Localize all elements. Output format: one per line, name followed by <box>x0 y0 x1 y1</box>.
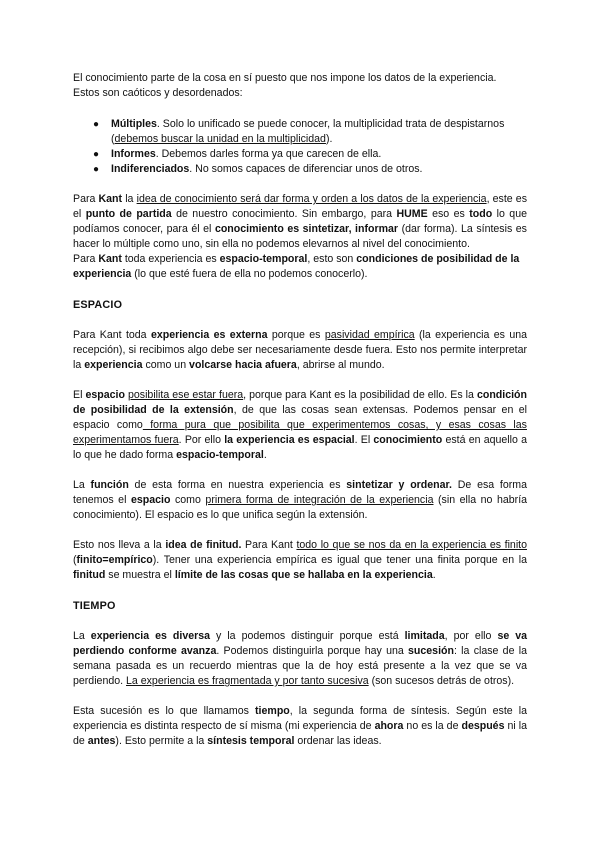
bold-text: espacio-temporal <box>219 253 308 265</box>
underlined-text: forma pura que posibilita que experimentemos cosas, y esas cosas las experimentamos fuera <box>73 419 527 446</box>
list-text: ). <box>325 133 333 145</box>
bold-text: experiencia <box>84 359 143 371</box>
paragraph-experiencia-externa <box>73 328 527 373</box>
text-run: , por ello <box>444 630 498 642</box>
text-run: . <box>432 569 436 581</box>
text-run: . <box>263 449 267 461</box>
bold-text: limitada <box>404 630 445 642</box>
text-run: , de que las cosas sean extensas. Podemos pensar en el espacio como <box>73 404 528 431</box>
intro-line-1: El conocimiento parte de la cosa en sí puesto que nos impone los datos de la experiencia. <box>73 72 497 84</box>
bold-text: todo <box>469 208 493 220</box>
paragraph-espacio-temporal <box>73 252 527 282</box>
text-run: eso es <box>427 208 470 220</box>
bold-text: se va perdiendo conforme avanza <box>73 630 528 657</box>
bullet-icon: ● <box>93 164 100 175</box>
text-run: como un <box>142 359 190 371</box>
text-run: no es la de <box>403 720 462 732</box>
text-run: lo que podíamos conocer, para él el <box>73 208 527 235</box>
paragraph-experiencia-diversa <box>73 629 527 689</box>
text-run: . Podemos distinguirla porque hay una <box>216 645 409 657</box>
text-run: ). Esto permite a la <box>115 735 208 747</box>
text-run: Para <box>73 253 99 265</box>
underlined-text: pasividad empírica <box>324 329 415 341</box>
heading-tiempo: TIEMPO <box>73 600 116 612</box>
text-run: , este es el <box>73 193 527 220</box>
text-run: La <box>73 630 91 642</box>
underlined-text: idea de conocimiento será dar forma y orden a los datos de la experiencia <box>136 193 487 205</box>
bold-text: después <box>461 720 505 732</box>
bold-text: Múltiples <box>111 118 157 130</box>
bullet-icon: ● <box>93 149 100 160</box>
bold-text: espacio-temporal <box>176 449 264 461</box>
document-body <box>73 71 527 749</box>
text-run: De esa forma tenemos el <box>73 479 527 506</box>
list-item <box>93 117 527 147</box>
list-item <box>93 162 527 177</box>
text-run: Para <box>73 193 99 205</box>
paragraph-sucesion-tiempo <box>73 704 527 749</box>
text-run: , esto son <box>307 253 357 265</box>
bold-text: sintetizar y ordenar. <box>346 479 452 491</box>
bold-text: finito=empírico <box>76 554 153 566</box>
text-run: ). Tener una experiencia empírica es igual que tener una finita porque en la <box>152 554 527 566</box>
text-run: (son sucesos detrás de otros). <box>368 675 515 687</box>
text-run: Esto nos lleva a la <box>73 539 166 551</box>
underlined-text: primera forma de integración de la experiencia <box>205 494 434 506</box>
bold-text: tiempo <box>255 705 290 717</box>
bold-text: condiciones de posibilidad de la experiencia <box>73 253 520 280</box>
text-run: , la segunda forma de síntesis. Según este la experiencia es distinta respecto de sí misma (mi experiencia de <box>73 705 527 732</box>
characteristics-list <box>73 117 527 177</box>
text-run: porque es <box>267 329 325 341</box>
text-run: ni la de <box>73 720 527 747</box>
intro-line-2: Estos son caóticos y desordenados: <box>73 87 243 99</box>
bold-text: idea de finitud. <box>165 539 242 551</box>
list-text: . Solo lo unificado se puede conocer, la multiplicidad trata de despistarnos ( <box>111 118 505 145</box>
bold-text: experiencia es externa <box>150 329 268 341</box>
text-run: ordenar las ideas. <box>294 735 382 747</box>
text-run: . Por ello <box>178 434 225 446</box>
paragraph-funcion <box>73 478 527 523</box>
bullet-icon: ● <box>93 119 100 130</box>
bold-text: Kant <box>98 193 123 205</box>
text-run: toda experiencia es <box>121 253 220 265</box>
text-run: , porque para Kant es la posibilidad de ello. Es la <box>243 389 477 401</box>
intro-paragraph <box>73 71 527 101</box>
text-run: El <box>73 389 86 401</box>
paragraph-finitud <box>73 538 527 583</box>
underlined-text: todo lo que se nos da en la experiencia es finito <box>296 539 528 551</box>
bold-text: síntesis temporal <box>207 735 295 747</box>
bold-text: punto de partida <box>85 208 172 220</box>
list-text: . Debemos darles forma ya que carecen de ella. <box>155 148 382 160</box>
bold-text: espacio <box>130 494 171 506</box>
underlined-text: La experiencia es fragmentada y por tanto sucesiva <box>126 675 369 687</box>
text-run: como <box>170 494 206 506</box>
text-run: , abrirse al mundo. <box>296 359 385 371</box>
text-run: . El <box>354 434 374 446</box>
bold-text: Kant <box>98 253 122 265</box>
bold-text: HUME <box>396 208 428 220</box>
text-run: : la clase de la semana pasada es un recuerdo mientras que la de hoy está presente a la vez que se va perdiendo. <box>73 645 527 687</box>
text-run: La <box>73 479 91 491</box>
bold-text: espacio <box>85 389 125 401</box>
text-run: la <box>122 193 137 205</box>
list-text: . No somos capaces de diferenciar unos de otros. <box>189 163 423 175</box>
text-run: y la podemos distinguir porque está <box>210 630 405 642</box>
text-run: (lo que esté fuera de ella no podemos conocerlo). <box>131 268 368 280</box>
bold-text: antes <box>87 735 116 747</box>
bold-text: experiencia es diversa <box>90 630 211 642</box>
text-run: (la experiencia es una recepción), si recibimos algo debe ser necesariamente desde fuera. Esto nos permite interpretar la <box>73 329 528 371</box>
heading-espacio: ESPACIO <box>73 299 123 311</box>
text-run: (dar forma). La síntesis es hacer lo múltiple como uno, sin ella no podemos elevarnos al nivel del conocimiento. <box>73 223 527 250</box>
underlined-text: posibilita ese estar fuera <box>128 389 244 401</box>
bold-text: sucesión <box>408 645 454 657</box>
bold-text: Informes <box>111 148 156 160</box>
text-run: de nuestro conocimiento. Sin embargo, para <box>171 208 397 220</box>
bold-text: límite de las cosas que se hallaba en la experiencia <box>174 569 433 581</box>
bold-text: conocimiento es sintetizar, informar <box>214 223 399 235</box>
text-run: se muestra el <box>105 569 175 581</box>
text-run: Esta sucesión es lo que llamamos <box>73 705 256 717</box>
paragraph-kant-hume <box>73 192 527 252</box>
underlined-text: debemos buscar la unidad en la multiplicidad <box>114 133 326 145</box>
bold-text: finitud <box>73 569 106 581</box>
bold-text: la experiencia es espacial <box>224 434 355 446</box>
text-run: de esta forma en nuestra experiencia es <box>128 479 347 491</box>
bold-text: volcarse hacia afuera <box>189 359 297 371</box>
bold-text: condición de posibilidad de la extensión <box>73 389 527 416</box>
bold-text: conocimiento <box>373 434 443 446</box>
text-run: está en aquello a lo que he dado forma <box>73 434 527 461</box>
bold-text: función <box>90 479 129 491</box>
text-run: Para Kant <box>241 539 297 551</box>
paragraph-espacio-posibilita <box>73 388 527 463</box>
text-run: ( <box>73 554 77 566</box>
bold-text: ahora <box>374 720 404 732</box>
text-run: (sin ella no habría conocimiento). El espacio es lo que unifica según la extensión. <box>73 494 528 521</box>
bold-text: Indiferenciados <box>111 163 190 175</box>
text-run: Para Kant toda <box>73 329 151 341</box>
list-item <box>93 147 527 162</box>
